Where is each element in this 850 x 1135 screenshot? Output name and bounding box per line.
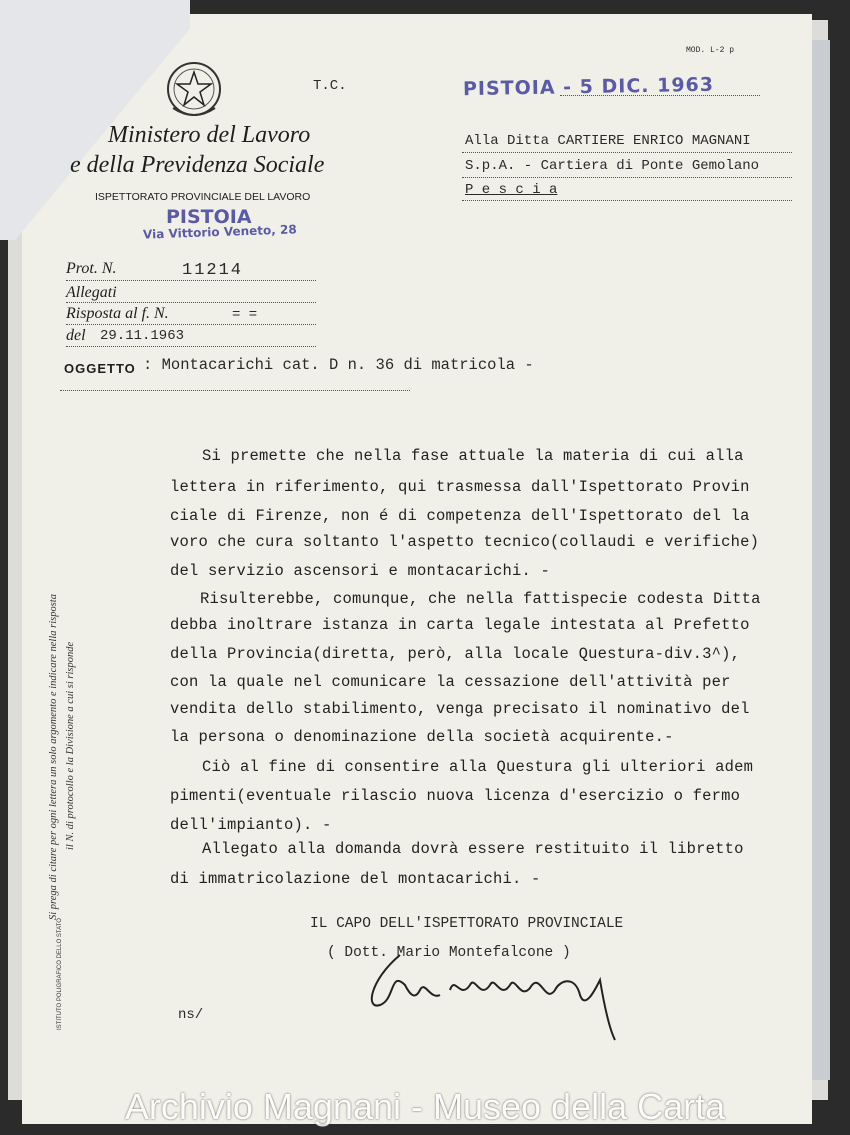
republic-emblem-icon: [165, 60, 223, 122]
del-rule: [66, 346, 316, 347]
signature-title: IL CAPO DELL'ISPETTORATO PROVINCIALE: [310, 916, 624, 932]
city-stamp: PISTOIA: [166, 206, 252, 228]
prot-rule: [66, 280, 316, 281]
recipient-line-2: S.p.A. - Cartiera di Ponte Gemolano: [465, 158, 760, 174]
risposta-value: = =: [232, 307, 258, 323]
recipient-rule-1: [462, 152, 792, 153]
body-line-15: Allegato alla domanda dovrà essere restituito il libretto: [202, 840, 744, 858]
office-name: ISPETTORATO PROVINCIALE DEL LAVORO: [95, 191, 311, 203]
address-stamp: Via Vittorio Veneto, 28: [142, 222, 297, 242]
recipient-rule-3: [462, 200, 792, 201]
printer-imprint: ISTITUTO POLIGRAFICO DELLO STATO: [57, 918, 63, 1030]
recipient-rule-2: [462, 177, 792, 178]
body-line-14: dell'impianto). -: [170, 816, 332, 834]
body-line-3: ciale di Firenze, non é di competenza dell'Ispettorato del la: [170, 507, 750, 525]
tc-label: T.C.: [313, 78, 347, 94]
body-line-1: Si premette che nella fase attuale la materia di cui alla: [202, 447, 744, 465]
body-line-2: lettera in riferimento, qui trasmessa dall'Ispettorato Provin: [170, 478, 750, 496]
subject-text: : Montacarichi cat. D n. 36 di matricola -: [143, 356, 534, 374]
body-line-11: la persona o denominazione della società acquirente.-: [170, 728, 674, 746]
risposta-label: Risposta al f. N.: [66, 305, 169, 322]
initials: ns/: [178, 1007, 204, 1023]
handwritten-signature: [360, 950, 630, 1045]
subject-rule: [60, 390, 410, 391]
body-line-16: di immatricolazione del montacarichi. -: [170, 870, 541, 888]
body-line-13: pimenti(eventuale rilascio nuova licenza d'esercizio o fermo: [170, 787, 741, 805]
allegati-label: Allegati: [66, 284, 117, 301]
body-line-9: con la quale nel comunicare la cessazione dell'attività per: [170, 673, 731, 691]
ministry-line-2: e della Previdenza Sociale: [70, 152, 325, 178]
archive-watermark: Archivio Magnani - Museo della Carta: [124, 1086, 726, 1127]
signature-name: ( Dott. Mario Montefalcone ): [327, 945, 571, 961]
margin-note-1: Si prega di citare per ogni lettera un solo argomento e indicare nella risposta: [48, 594, 59, 920]
body-line-10: vendita dello stabilimento, venga precisato il nominativo del: [170, 700, 750, 718]
allegati-rule: [66, 302, 316, 303]
risposta-rule: [66, 324, 316, 325]
mod-code: MOD. L-2 p: [686, 46, 735, 55]
body-line-12: Ciò al fine di consentire alla Questura gli ulteriori adem: [202, 758, 754, 776]
recipient-line-3: P e s c i a: [465, 182, 558, 198]
date-stamp: PISTOIA - 5 DIC. 1963: [462, 73, 715, 101]
margin-note-2: il N. di protocollo e la Divisione a cui si risponde: [65, 641, 76, 850]
date-line: [560, 95, 760, 96]
subject-label: OGGETTO: [64, 361, 136, 376]
del-value: 29.11.1963: [100, 328, 185, 344]
body-line-5: del servizio ascensori e montacarichi. -: [170, 562, 551, 580]
ministry-line-1: Ministero del Lavoro: [108, 122, 311, 148]
body-line-7: debba inoltrare istanza in carta legale intestata al Prefetto: [170, 616, 750, 634]
body-line-6: Risulterebbe, comunque, che nella fattispecie codesta Ditta: [200, 590, 761, 608]
del-label: del: [66, 327, 86, 344]
body-line-8: della Provincia(diretta, però, alla locale Questura-div.3^),: [170, 645, 741, 663]
recipient-line-1: Alla Ditta CARTIERE ENRICO MAGNANI: [465, 133, 751, 149]
prot-label: Prot. N.: [66, 260, 117, 277]
prot-number: 11214: [182, 261, 244, 280]
body-line-4: voro che cura soltanto l'aspetto tecnico(collaudi e verifiche): [170, 533, 760, 551]
